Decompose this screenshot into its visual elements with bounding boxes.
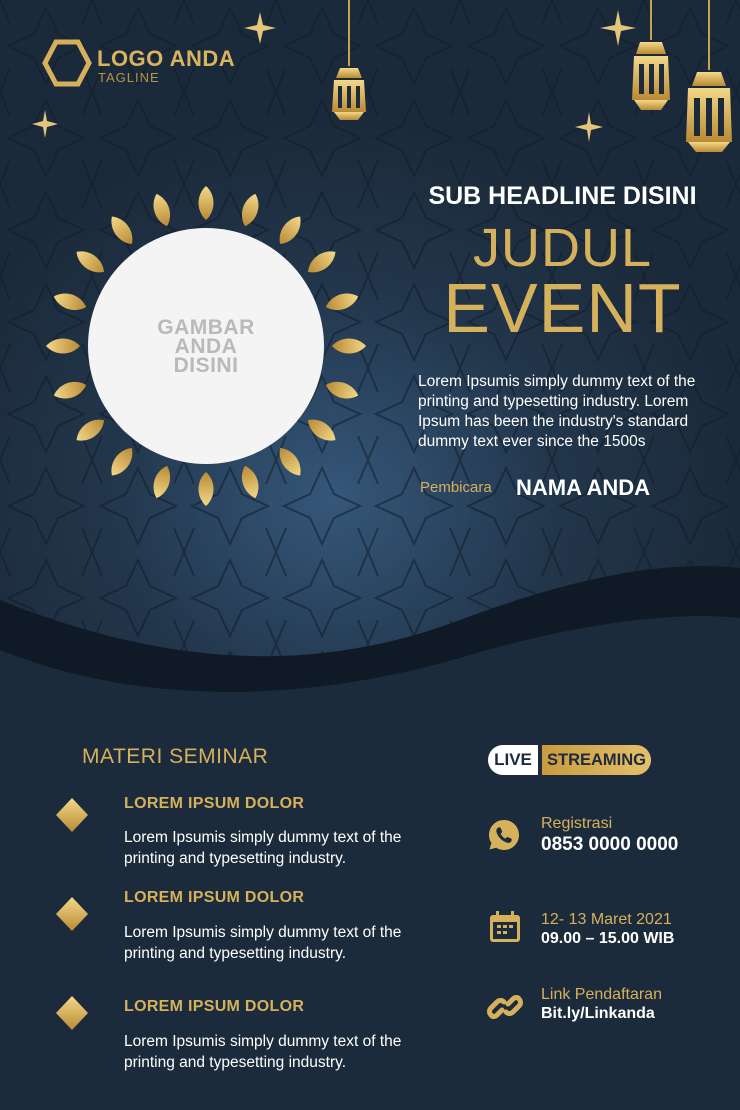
registration-link-label: Link Pendaftaran [541, 986, 662, 1003]
materi-item-heading: LOREM IPSUM DOLOR [124, 889, 305, 906]
logo-name: LOGO ANDA [97, 46, 236, 71]
streaming-badge: STREAMING [542, 745, 651, 775]
calendar-icon [488, 910, 522, 944]
phone-icon [487, 818, 521, 852]
placeholder-line: GAMBAR [157, 316, 255, 339]
materi-title: MATERI SEMINAR [82, 745, 269, 768]
placeholder-line: DISINI [173, 354, 239, 377]
speaker-label: Pembicara [420, 479, 492, 496]
image-placeholder-text [122, 318, 290, 375]
registration-link[interactable]: Bit.ly/Linkanda [541, 1005, 655, 1022]
event-time: 09.00 – 15.00 WIB [541, 930, 675, 947]
link-icon [487, 989, 523, 1025]
live-badge: LIVE [488, 745, 538, 775]
materi-item-body: Lorem Ipsumis simply dummy text of the printing and typesetting industry. [124, 1033, 402, 1071]
event-title-line1: JUDUL [472, 218, 653, 278]
event-title-line2: EVENT [443, 269, 682, 347]
event-description: Lorem Ipsumis simply dummy text of the printing and typesetting industry. Lorem Ipsum has been the industry's standard dummy text ever since the 1500s [418, 373, 696, 450]
materi-item-body: Lorem Ipsumis simply dummy text of the printing and typesetting industry. [124, 829, 402, 867]
materi-item-body: Lorem Ipsumis simply dummy text of the printing and typesetting industry. [124, 924, 402, 962]
placeholder-line: ANDA [174, 335, 238, 358]
speaker-name: NAMA ANDA [516, 475, 651, 500]
registration-label: Registrasi [541, 815, 613, 832]
event-date: 12- 13 Maret 2021 [541, 911, 672, 928]
materi-item-heading: LOREM IPSUM DOLOR [124, 998, 305, 1015]
materi-item-heading: LOREM IPSUM DOLOR [124, 795, 305, 812]
registration-phone: 0853 0000 0000 [541, 834, 679, 855]
logo-tagline: TAGLINE [98, 70, 160, 85]
sub-headline: SUB HEADLINE DISINI [428, 182, 697, 210]
